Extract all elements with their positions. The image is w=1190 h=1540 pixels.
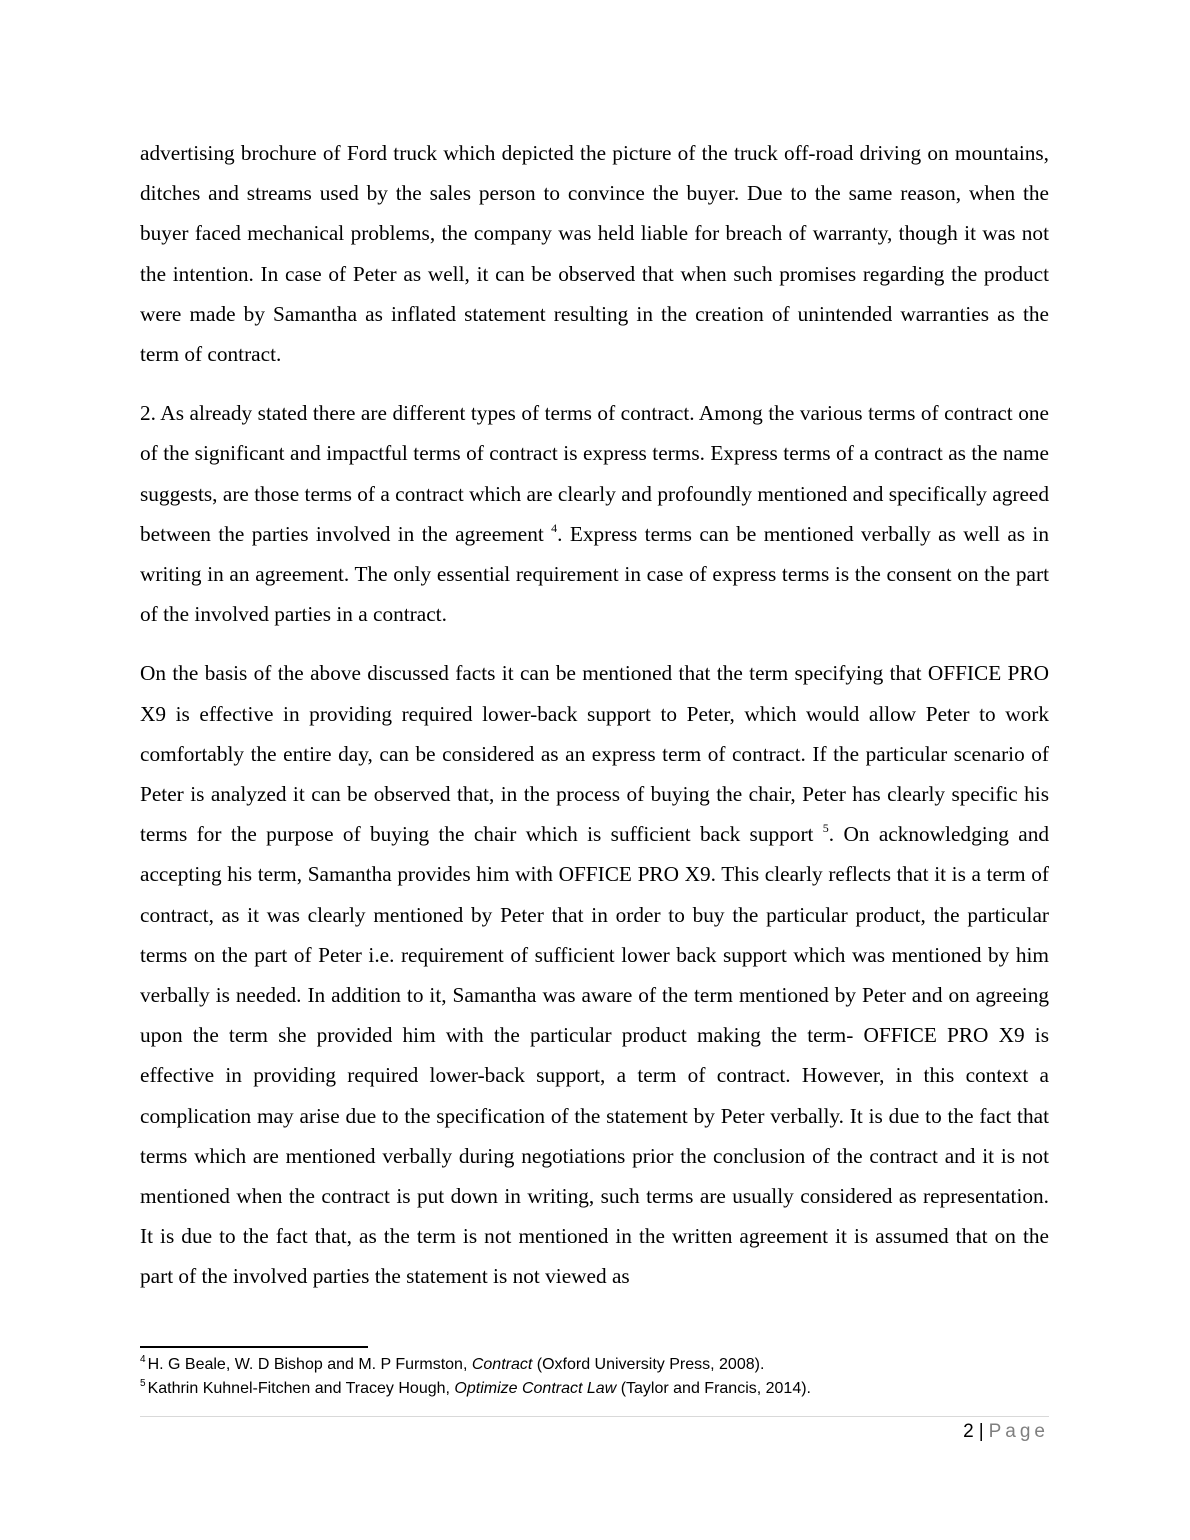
footnote-ref-5[interactable]: 5 [822,821,829,836]
paragraph-2-text-after: . Express terms can be mentioned verbally as well as in writing in an agreement. The only essential requirement in case of express terms is the consent on the part of the involved parties in a contract. [140,521,1049,627]
page-label: Page [988,1421,1049,1442]
page-footer [963,1418,1049,1446]
paragraph-2 [140,393,1049,634]
footnote-ref-4[interactable]: 4 [551,520,558,535]
footnote-authors: Kathrin Kuhnel-Fitchen and Tracey Hough, [147,1380,455,1397]
paragraph-3-text-before: On the basis of the above discussed facts it can be mentioned that the term specifying that OFFICE PRO X9 is effective in providing required lower-back support to Peter, which would allow Peter to work comfortably the entire day, can be considered as an express term of contract. If the particular scenario of Peter is analyzed it can be observed that, in the process of buying the chair, Peter has clearly specific his terms for the purpose of buying the chair which is sufficient back support [140,661,1049,847]
paragraph-2-text-before: 2. As already stated there are different types of terms of contract. Among the various terms of contract one of the significant and impactful terms of contract is express terms. Express terms of a contract as the name suggests, are those terms of a contract which are clearly and profoundly mentioned and specifically agreed between the parties involved in the agreement [140,401,1049,546]
footnote-4 [140,1353,1049,1377]
footnotes [140,1353,1049,1401]
footnote-title: Optimize Contract Law [454,1380,617,1397]
footnote-publisher: (Taylor and Francis, 2014). [616,1380,811,1397]
page-number: 2 [963,1421,974,1442]
footnote-authors: H. G Beale, W. D Bishop and M. P Furmston, [147,1356,472,1373]
paragraph-3 [140,653,1049,1296]
footnote-title: Contract [471,1356,533,1373]
footer-separator-bar: | [978,1421,984,1442]
paragraph-3-text-after: . On acknowledging and accepting his term, Samantha provides him with OFFICE PRO X9. This clearly reflects that it is a term of contract, as it was clearly mentioned by Peter that in order to buy the particular product, the particular terms on the part of Peter i.e. requirement of sufficient lower back support which was mentioned by him verbally is needed. In addition to it, Samantha was aware of the term mentioned by Peter and on agreeing upon the term she provided him with the particular product making the term- OFFICE PRO X9 is effective in providing required lower-back support, a term of contract. However, in this context a complication may arise due to the specification of the statement by Peter verbally. It is due to the fact that terms which are mentioned verbally during negotiations prior the conclusion of the contract and it is not mentioned when the contract is put down in writing, such terms are usually considered as representation. It is due to the fact that, as the term is not mentioned in the written agreement it is assumed that on the part of the involved parties the statement is not viewed as [140,822,1050,1289]
body-text [140,133,1049,1316]
footnote-5 [140,1377,1049,1401]
footnote-number: 5 [140,1377,146,1389]
footer-separator [140,1416,1049,1417]
footnote-separator [140,1346,368,1348]
footnote-number: 4 [140,1353,146,1365]
paragraph-1: advertising brochure of Ford truck which depicted the picture of the truck off-road driving on mountains, ditches and streams used by the sales person to convince the buyer. Due to the same reason, when the buyer faced mechanical problems, the company was held liable for breach of warranty, though it was not the intention. In case of Peter as well, it can be observed that when such promises regarding the product were made by Samantha as inflated statement resulting in the creation of unintended warranties as the term of contract. [140,141,1049,367]
footnote-publisher: (Oxford University Press, 2008). [532,1356,765,1373]
